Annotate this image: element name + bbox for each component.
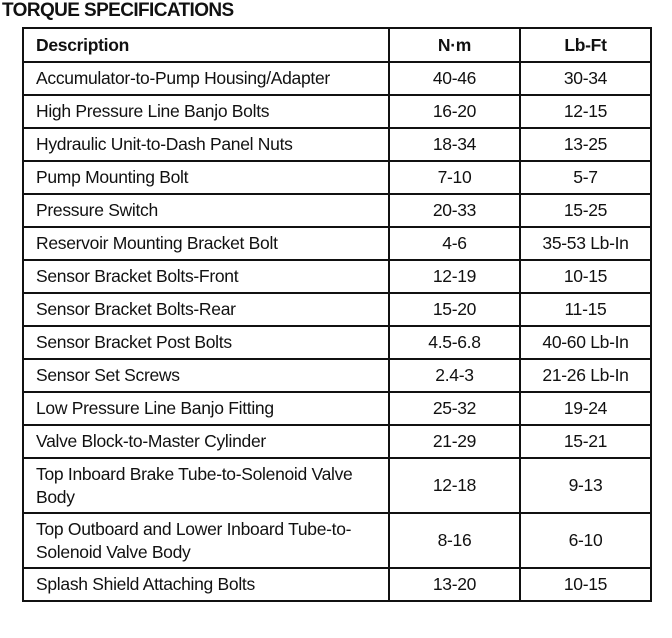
lbft-cell: 10-15 bbox=[520, 568, 651, 601]
table-row bbox=[23, 95, 651, 128]
lbft-cell: 5-7 bbox=[520, 161, 651, 194]
lbft-cell: 12-15 bbox=[520, 95, 651, 128]
table-row bbox=[23, 359, 651, 392]
table-row bbox=[23, 458, 651, 513]
nm-cell: 21-29 bbox=[389, 425, 520, 458]
table-row bbox=[23, 128, 651, 161]
nm-cell: 2.4-3 bbox=[389, 359, 520, 392]
nm-cell: 15-20 bbox=[389, 293, 520, 326]
description-cell: Accumulator-to-Pump Housing/Adapter bbox=[23, 62, 389, 95]
nm-cell: 40-46 bbox=[389, 62, 520, 95]
lbft-cell: 19-24 bbox=[520, 392, 651, 425]
nm-cell: 12-18 bbox=[389, 458, 520, 513]
nm-cell: 4-6 bbox=[389, 227, 520, 260]
description-cell: Valve Block-to-Master Cylinder bbox=[23, 425, 389, 458]
lbft-cell: 9-13 bbox=[520, 458, 651, 513]
table-header-row bbox=[23, 28, 651, 62]
table-row bbox=[23, 194, 651, 227]
lbft-cell: 13-25 bbox=[520, 128, 651, 161]
table-row bbox=[23, 161, 651, 194]
table-row bbox=[23, 568, 651, 601]
lbft-cell: 30-34 bbox=[520, 62, 651, 95]
table-row bbox=[23, 260, 651, 293]
table-row bbox=[23, 425, 651, 458]
lbft-cell: 21-26 Lb-In bbox=[520, 359, 651, 392]
description-cell: Reservoir Mounting Bracket Bolt bbox=[23, 227, 389, 260]
description-cell: Sensor Set Screws bbox=[23, 359, 389, 392]
description-cell: Sensor Bracket Bolts-Rear bbox=[23, 293, 389, 326]
nm-cell: 13-20 bbox=[389, 568, 520, 601]
table-row bbox=[23, 293, 651, 326]
description-cell: Top Inboard Brake Tube-to-Solenoid Valve Body bbox=[23, 458, 389, 513]
lbft-cell: 40-60 Lb-In bbox=[520, 326, 651, 359]
lbft-cell: 10-15 bbox=[520, 260, 651, 293]
nm-cell: 12-19 bbox=[389, 260, 520, 293]
description-cell: Splash Shield Attaching Bolts bbox=[23, 568, 389, 601]
description-cell: High Pressure Line Banjo Bolts bbox=[23, 95, 389, 128]
lbft-cell: 11-15 bbox=[520, 293, 651, 326]
nm-cell: 25-32 bbox=[389, 392, 520, 425]
torque-specifications-table bbox=[22, 27, 652, 602]
description-cell: Hydraulic Unit-to-Dash Panel Nuts bbox=[23, 128, 389, 161]
page-title: TORQUE SPECIFICATIONS bbox=[2, 0, 234, 21]
nm-cell: 8-16 bbox=[389, 513, 520, 568]
table-row bbox=[23, 326, 651, 359]
nm-cell: 7-10 bbox=[389, 161, 520, 194]
description-cell: Sensor Bracket Post Bolts bbox=[23, 326, 389, 359]
lbft-cell: 6-10 bbox=[520, 513, 651, 568]
description-cell: Pump Mounting Bolt bbox=[23, 161, 389, 194]
nm-cell: 18-34 bbox=[389, 128, 520, 161]
description-cell: Pressure Switch bbox=[23, 194, 389, 227]
table-row bbox=[23, 227, 651, 260]
lbft-cell: 15-25 bbox=[520, 194, 651, 227]
description-cell: Top Outboard and Lower Inboard Tube-to-Solenoid Valve Body bbox=[23, 513, 389, 568]
nm-cell: 16-20 bbox=[389, 95, 520, 128]
column-header-lbft: Lb-Ft bbox=[520, 28, 651, 62]
table-row bbox=[23, 392, 651, 425]
description-cell: Low Pressure Line Banjo Fitting bbox=[23, 392, 389, 425]
lbft-cell: 35-53 Lb-In bbox=[520, 227, 651, 260]
table-row bbox=[23, 513, 651, 568]
column-header-description: Description bbox=[23, 28, 389, 62]
description-cell: Sensor Bracket Bolts-Front bbox=[23, 260, 389, 293]
nm-cell: 20-33 bbox=[389, 194, 520, 227]
table-row bbox=[23, 62, 651, 95]
nm-cell: 4.5-6.8 bbox=[389, 326, 520, 359]
column-header-nm: N·m bbox=[389, 28, 520, 62]
lbft-cell: 15-21 bbox=[520, 425, 651, 458]
